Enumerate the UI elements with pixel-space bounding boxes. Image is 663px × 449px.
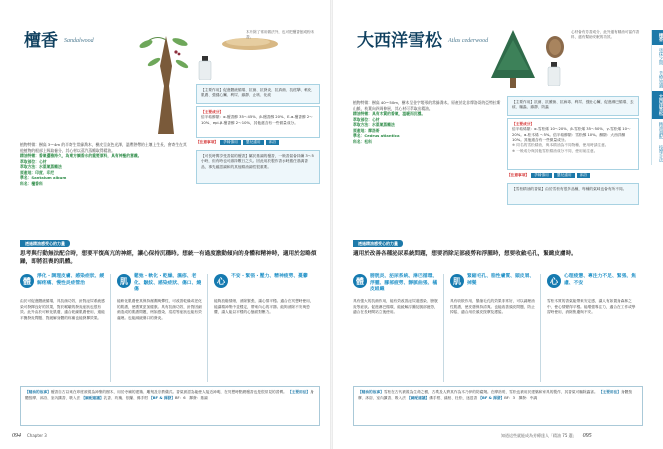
mind-column: 心 不安・緊張・壓力、精神疲勞、憂鬱 能夠放鬆情緒，消除緊張，讓心情平穩。適合在冥想時使用，能讓精神集中並穩定，帶來內心的平靜。能夠消除不安與恐懼，讓人能以平穩的心態面對壓力。	[214, 274, 314, 315]
profile-line: 植物特徵：樹高 40～50m，樹木呈金字塔形的常綠喬木。原產於北非摩洛哥的亞特拉斯山脈，枝葉向四周伸展，其心材可萃取出精油。	[353, 100, 501, 111]
section-bar: 透過精油感受心的力量	[353, 240, 403, 247]
plant-profile	[20, 142, 190, 186]
profile-line: 精油特徵：香氣優雅持久，為東方調香水的重要原料，具有神聖的意義。	[20, 153, 142, 158]
mind-column: 心 心理疲憊、專注力不足、緊張、焦慮、不安 雪松木質的香氣能帶來安定感，讓人有如置身森林之中，使心情變得平穩。能增強專注力，適合在工作或學習時使用，消除焦慮與不安。	[547, 274, 636, 315]
profile-line: 精油特徵：具有木質的香氣，溫暖而沉穩。	[353, 111, 426, 116]
profile-line: 學名：Santalum album	[20, 175, 67, 180]
intro-text: 適用於改善各種泌尿系統問題，想要消除足部疲勞和浮腫時，想要收斂毛孔，緊緻皮膚時。	[353, 251, 577, 257]
components-box: 【主要成分】 倍半萜烯類：α-雪松烯 10～20%、β-雪松烯 35～50%、γ-雪松烯 10～20%。α-松木烯 ～5%。倍半萜醇類：雪松醇 10%。酮類：大西洋酮 10%。其他還含有一些微量成分。 ※ 同名的雪松精油，與本精油為不同物種，使用時請注意。 ※ 一般成分與其他雪松精油成分不同，使用前注意。	[507, 118, 639, 170]
latin-name: Sandalwood	[64, 38, 94, 45]
sandalwood-illustration	[136, 26, 196, 136]
caution-tags: 【注意事項】 孕婦慎用 嬰兒適用 沐浴	[196, 140, 320, 145]
right-page	[333, 0, 663, 449]
intro-text: 思考與行動無法配合時，想要平復高亢的神經，讓心保持沉穩時。想統一有過度激動傾向的身體和精神時，適用於忽略煩躁，即將沮喪的肌體。	[20, 251, 317, 266]
latin-name: Atlas cederwood	[448, 38, 489, 45]
side-tab[interactable]: 大西洋雪松	[651, 91, 663, 119]
profile-line: 萃取方法：水蒸氣蒸餾法	[20, 164, 62, 169]
side-tab[interactable]: 塗抹之間	[651, 45, 663, 68]
column-divider	[207, 274, 208, 382]
page-number: 094	[12, 433, 21, 439]
mind-char-icon: 心	[547, 274, 561, 288]
column-divider	[110, 274, 111, 382]
plant-profile	[353, 100, 501, 144]
left-page	[0, 0, 330, 449]
body-column: 體 淨化・調理皮膚、感染症狀、緩解疼痛、慢性炎症管治 由於可促進體液循環，具抗菌功效，針對泌尿系統感染可發揮良好的效果，對於喉嚨的發炎症狀也很有效。此外由於可軟化肌膚，適合乾燥肌膚使用，還能平撫發炎問題、對緩解身體的疼痛也能發揮效果。	[20, 274, 105, 320]
page-title: 檀香 Sandalwood	[24, 31, 94, 51]
story-box: 【精油的故事】雪松在古代被視為生命之樹，古埃及人將其作為木乃伊的防腐劑。在摩洛哥，雪松也被用於建築和家具的製作，其香氣可驅除蟲害。 【主要用法】身體按摩、沐浴、室內擴香、吸入法 【調配建議】佛手柑、絲柏、杜松、迷迭香 【BF & 揮發】BF：3 揮發：中調	[353, 386, 643, 426]
profile-line: 科名：檀香科	[20, 180, 43, 186]
skin-column: 肌 鬆弛・軟化・乾燥、濕疹、老化、皺紋、感染症狀、傷口、燒傷 能軟化肌膚使其保持濕潤與彈性，可改善乾燥或老化的肌膚，使膚質更加健康。具有抗菌功效，針對因細菌造成的肌膚問題，例如感染、痘痘等症狀也能有效處理。也能減緩傷口的發炎。	[117, 274, 202, 320]
profile-line: 萃取方法：水蒸氣蒸餾法	[353, 122, 395, 127]
profile-line: 學名：Cedrus atlantica	[353, 133, 400, 138]
profile-line: 植物特徵：樹高 3～4m 的半寄生常綠喬木，樹皮呈灰色光澤，溫帶熱帶的土壤上生長，會寄生在其他植物的根部上吸取養分，其心材以蒸汽蒸餾取得精油。	[20, 142, 187, 153]
profile-line: 科名：松科	[353, 138, 372, 144]
oil-bottle-icon	[198, 56, 212, 80]
page-footer	[12, 432, 47, 440]
page-number: 095	[582, 433, 592, 439]
oil-bottle-icon	[547, 62, 561, 86]
image-caption: 心材會有芳香成分，此外還有精油可當作香料，還有幫助安眠的功效。	[571, 30, 640, 40]
mind-char-icon: 心	[214, 274, 228, 288]
image-caption: 木片除了常用做法外，也可把檀香刨成粉末香。	[246, 30, 315, 40]
effects-box: 【主要作用】促進體液循環、抗菌、抗發炎、抗真菌、抗痙攣、軟化肌膚、強健心臟、利尿、鎮靜、止咳、化痰	[196, 84, 320, 104]
section-bar: 透過精油感受心的力量	[20, 240, 70, 247]
profile-line: 原產地：摩洛哥	[353, 127, 380, 133]
components-box: 【主要成分】 倍半萜醇類：α-檀香醇 35～45%、β-檀香醇 20%、E-α-檀香醇 2～10%、epi-β-檀香醇 2～10%，其他還含有一些微量成分。	[196, 106, 320, 138]
side-tab[interactable]: 檀香	[651, 30, 663, 45]
profile-line: 原產地：印度、印尼	[20, 169, 55, 175]
side-tab[interactable]: 芳療知識	[651, 68, 663, 91]
side-index-tabs	[651, 30, 663, 165]
running-head: 知道這些就能成為芳療達人「精油 75 選」	[501, 433, 577, 438]
chapter-label: Chapter 3	[27, 433, 47, 438]
skin-char-icon: 肌	[450, 274, 464, 288]
page-title: 大西洋雪松 Atlas cederwood	[357, 31, 489, 51]
profile-line: 萃取部位：心材	[353, 116, 380, 122]
body-char-icon: 體	[353, 274, 367, 288]
profile-line: 萃取部位：心材	[20, 158, 47, 164]
blend-tip-box: 【可長時間享受香氣的檀香】屬於基調的檀香，一般香氣會持續 3～5 小時，但有時也可維持數日之久。因此用於製作香水時擔任基調香品，事先確認調和的其他精油調性很重要。	[196, 150, 320, 184]
cedar-cone-image	[543, 34, 567, 60]
side-tab[interactable]: 精油調配	[651, 119, 663, 142]
body-column: 體 膀胱炎、泌尿系統、淋巴循環、浮腫、腳部疲勞、靜脈曲張、橘皮組織 具有強大的抗菌作用，能有效改善泌尿道感染、膀胱炎等症狀。促進淋巴循環，能緩解浮腫及腿部疲勞，適合在長時間站立後使用。	[353, 274, 438, 315]
cedar-illustration	[483, 26, 543, 90]
column-divider	[540, 274, 541, 382]
caution-tags: 【注意事項】 孕婦慎用 嬰兒適用 沐浴	[507, 173, 639, 178]
skin-column: 肌 緊縮毛孔、脂性膚質、頭皮屑、掉髮 具有收斂作用，緊縮毛孔的效果非常好，可以調理油性肌膚，使皮膚保持清爽。也能改善頭皮問題，防止掉髮，適合用於頭皮按摩及護髮。	[450, 274, 535, 315]
column-divider	[443, 274, 444, 382]
side-tab[interactable]: 按摩手法	[651, 142, 663, 165]
page-footer	[501, 432, 592, 440]
blend-tip-box: 【雪松精油的香氣】由於雪松有很多品種，每種的氣味也會有所不同。	[507, 183, 639, 205]
story-box: 【精油的故事】檀香自古以來在印度被視為神聖的樹木，用於寺廟的建築、雕刻及宗教儀式。香氣被認為能使人接近神明，在冥想時點燃檀香也是很常見的習慣。 【主要用法】身體按摩、沐浴、室內擴香、吸入法 【調配建議】乳香、玫瑰、依蘭、佛手柑 【BF & 揮發】BF：6 揮發：基調	[20, 386, 320, 426]
skin-char-icon: 肌	[117, 274, 131, 288]
effects-box: 【主要作用】抗菌、抗黴菌、抗病毒、利尿、強壯心臟、促進淋巴循環、去痰、驅蟲、鎮靜、防蟲	[507, 96, 639, 116]
body-char-icon: 體	[20, 274, 34, 288]
